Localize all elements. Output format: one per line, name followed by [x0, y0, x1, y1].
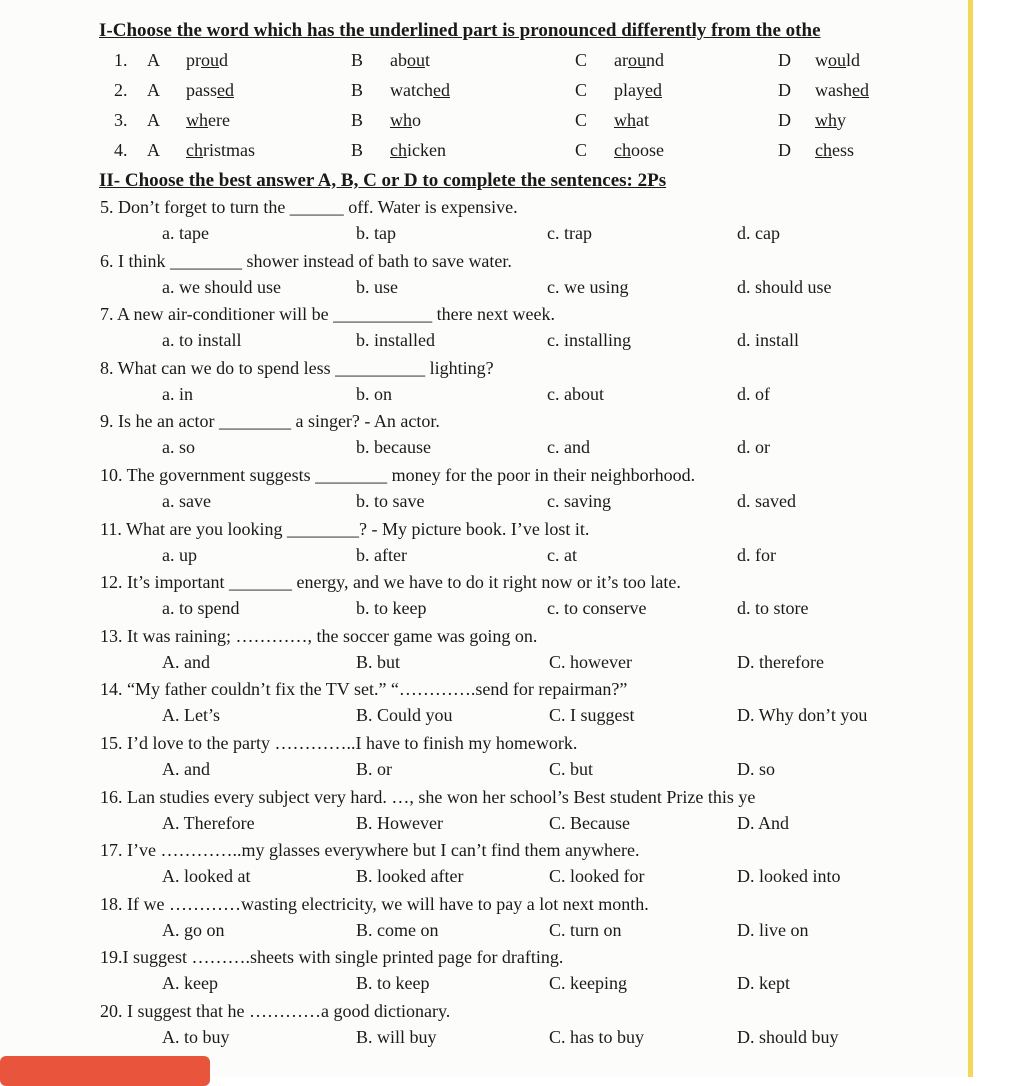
word-part: ld [846, 50, 861, 70]
answer-option: b. tap [356, 223, 396, 243]
answer-option: C. Because [549, 813, 630, 833]
answer-option: B. However [356, 813, 443, 833]
answer-option: b. on [356, 384, 392, 404]
word-part: y [837, 110, 846, 130]
option-letter: B [351, 50, 364, 70]
word-part: t [425, 50, 431, 70]
option-word [614, 50, 664, 71]
underlined-part: ch [390, 140, 407, 160]
underlined-part: ou [627, 50, 646, 70]
answer-option: d. of [737, 384, 770, 404]
option-letter: C [575, 140, 588, 160]
word-part: d [219, 50, 228, 70]
word-part: wash [815, 80, 852, 100]
answer-option: b. use [356, 277, 398, 297]
answer-option: D. live on [737, 920, 809, 940]
answer-option: a. up [162, 545, 197, 565]
underlined-part: ed [852, 80, 869, 100]
item-number: 4. [114, 140, 128, 160]
option-word [186, 110, 230, 131]
answer-option: a. save [162, 491, 211, 511]
pronunciation-row [114, 140, 954, 166]
question-text: 18. If we …………wasting electricity, we will have to pay a lot next month. [100, 894, 649, 914]
item-number: 3. [114, 110, 128, 130]
answer-option: b. after [356, 545, 407, 565]
answer-option: c. we using [547, 277, 629, 297]
option-word [390, 50, 430, 71]
word-part: at [636, 110, 649, 130]
answer-option: b. installed [356, 330, 435, 350]
option-word [614, 110, 649, 131]
underlined-part: ed [432, 80, 450, 100]
question-text: 19.I suggest ……….sheets with single printed page for drafting. [100, 947, 564, 967]
answer-option: D. kept [737, 973, 790, 993]
answer-option: c. installing [547, 330, 631, 350]
question-text: 16. Lan studies every subject very hard. …, she won her school’s Best student Prize this ye [100, 787, 756, 807]
word-part: ere [208, 110, 230, 130]
answer-option: c. to conserve [547, 598, 647, 618]
answer-option: B. but [356, 652, 401, 672]
answer-option: A. looked at [162, 866, 251, 886]
answer-option: d. install [737, 330, 799, 350]
answer-option: B. Could you [356, 705, 453, 725]
bottom-tab [0, 1056, 210, 1086]
word-part: nd [645, 50, 664, 70]
answer-option: A. and [162, 759, 210, 779]
option-word [186, 140, 255, 161]
option-letter: B [351, 80, 364, 100]
underlined-part: wh [614, 110, 636, 130]
question-text: 10. The government suggests ________ money for the poor in their neighborhood. [100, 465, 696, 485]
answer-option: d. should use [737, 277, 832, 297]
answer-option: A. Let’s [162, 705, 220, 725]
answer-option: b. to keep [356, 598, 427, 618]
option-letter: B [351, 140, 364, 160]
word-part: watch [390, 80, 433, 100]
word-part: ab [390, 50, 407, 70]
option-word [815, 80, 869, 101]
word-part: o [412, 110, 421, 130]
option-letter: D [778, 80, 791, 100]
answer-option: b. to save [356, 491, 425, 511]
question-text: 9. Is he an actor ________ a singer? - An actor. [100, 411, 440, 431]
answer-option: D. looked into [737, 866, 841, 886]
option-letter: D [778, 140, 791, 160]
option-letter: C [575, 110, 588, 130]
question-text: 13. It was raining; …………, the soccer game was going on. [100, 626, 538, 646]
answer-option: a. to spend [162, 598, 240, 618]
answer-option: B. come on [356, 920, 439, 940]
answer-option: a. in [162, 384, 193, 404]
answer-option: D. Why don’t you [737, 705, 868, 725]
question-text: 11. What are you looking ________? - My picture book. I’ve lost it. [100, 519, 590, 539]
question-text: 6. I think ________ shower instead of bath to save water. [100, 251, 512, 271]
option-word [815, 50, 860, 71]
option-word [186, 50, 228, 71]
answer-option: C. I suggest [549, 705, 635, 725]
question-text: 8. What can we do to spend less __________ lighting? [100, 358, 494, 378]
answer-option: d. or [737, 437, 770, 457]
answer-option: a. to install [162, 330, 242, 350]
word-part: icken [407, 140, 446, 160]
answer-option: a. we should use [162, 277, 281, 297]
answer-option: C. however [549, 652, 632, 672]
word-part: oose [631, 140, 664, 160]
option-word [614, 140, 664, 161]
underlined-part: ed [217, 80, 234, 100]
underlined-part: ou [201, 50, 219, 70]
underlined-part: ch [186, 140, 203, 160]
option-word [815, 110, 846, 131]
answer-option: A. Therefore [162, 813, 255, 833]
section-1-title: I-Choose the word which has the underlined part is pronounced differently from the othe [99, 20, 821, 41]
option-word [815, 140, 854, 161]
answer-option: c. at [547, 545, 577, 565]
answer-option: B. to keep [356, 973, 430, 993]
option-word [186, 80, 234, 101]
answer-option: C. looked for [549, 866, 645, 886]
underlined-part: wh [186, 110, 208, 130]
answer-option: d. cap [737, 223, 780, 243]
answer-option: D. should buy [737, 1027, 839, 1047]
answer-option: A. and [162, 652, 210, 672]
answer-option: A. keep [162, 973, 218, 993]
answer-option: A. go on [162, 920, 225, 940]
word-part: w [815, 50, 828, 70]
option-letter: A [147, 110, 160, 130]
underlined-part: ch [614, 140, 631, 160]
answer-option: b. because [356, 437, 431, 457]
answer-option: B. looked after [356, 866, 464, 886]
pronunciation-row [114, 80, 954, 106]
word-part: play [614, 80, 645, 100]
question-text: 15. I’d love to the party …………..I have to finish my homework. [100, 733, 578, 753]
underlined-part: ou [407, 50, 425, 70]
option-word [390, 80, 450, 101]
underlined-part: ed [645, 80, 662, 100]
answer-option: C. but [549, 759, 594, 779]
word-part: ar [614, 50, 628, 70]
answer-option: d. for [737, 545, 776, 565]
answer-option: C. turn on [549, 920, 622, 940]
answer-option: D. therefore [737, 652, 824, 672]
underlined-part: ou [828, 50, 846, 70]
answer-option: c. saving [547, 491, 611, 511]
question-text: 12. It’s important _______ energy, and we have to do it right now or it’s too late. [100, 572, 681, 592]
question-text: 7. A new air-conditioner will be ___________ there next week. [100, 304, 556, 324]
item-number: 2. [114, 80, 128, 100]
option-word [614, 80, 662, 101]
word-part: pr [186, 50, 201, 70]
option-word [390, 140, 446, 161]
answer-option: d. saved [737, 491, 796, 511]
pronunciation-row [114, 110, 954, 136]
option-word [390, 110, 421, 131]
question-text: 14. “My father couldn’t fix the TV set.” “………….send for repairman?” [100, 679, 628, 699]
answer-option: C. keeping [549, 973, 627, 993]
word-part: ristmas [203, 140, 255, 160]
question-text: 5. Don’t forget to turn the ______ off. Water is expensive. [100, 197, 518, 217]
answer-option: B. or [356, 759, 392, 779]
option-letter: D [778, 50, 791, 70]
answer-option: c. trap [547, 223, 592, 243]
option-letter: D [778, 110, 791, 130]
underlined-part: wh [815, 110, 837, 130]
answer-option: B. will buy [356, 1027, 437, 1047]
pronunciation-row [114, 50, 954, 76]
answer-option: d. to store [737, 598, 809, 618]
option-letter: A [147, 140, 160, 160]
answer-option: a. so [162, 437, 195, 457]
page-edge-border [968, 0, 973, 1077]
option-letter: C [575, 80, 588, 100]
answer-option: A. to buy [162, 1027, 230, 1047]
answer-option: C. has to buy [549, 1027, 645, 1047]
word-part: ess [832, 140, 854, 160]
answer-option: D. so [737, 759, 776, 779]
answer-option: D. And [737, 813, 790, 833]
answer-option: c. and [547, 437, 590, 457]
option-letter: C [575, 50, 588, 70]
underlined-part: ch [815, 140, 832, 160]
option-letter: A [147, 80, 160, 100]
option-letter: A [147, 50, 160, 70]
answer-option: a. tape [162, 223, 209, 243]
underlined-part: wh [390, 110, 412, 130]
answer-option: c. about [547, 384, 604, 404]
option-letter: B [351, 110, 364, 130]
section-2-title: II- Choose the best answer A, B, C or D to complete the sentences: 2Ps [99, 170, 667, 191]
word-part: pass [186, 80, 217, 100]
question-text: 20. I suggest that he …………a good dictionary. [100, 1001, 451, 1021]
question-text: 17. I’ve …………..my glasses everywhere but I can’t find them anywhere. [100, 840, 640, 860]
item-number: 1. [114, 50, 128, 70]
